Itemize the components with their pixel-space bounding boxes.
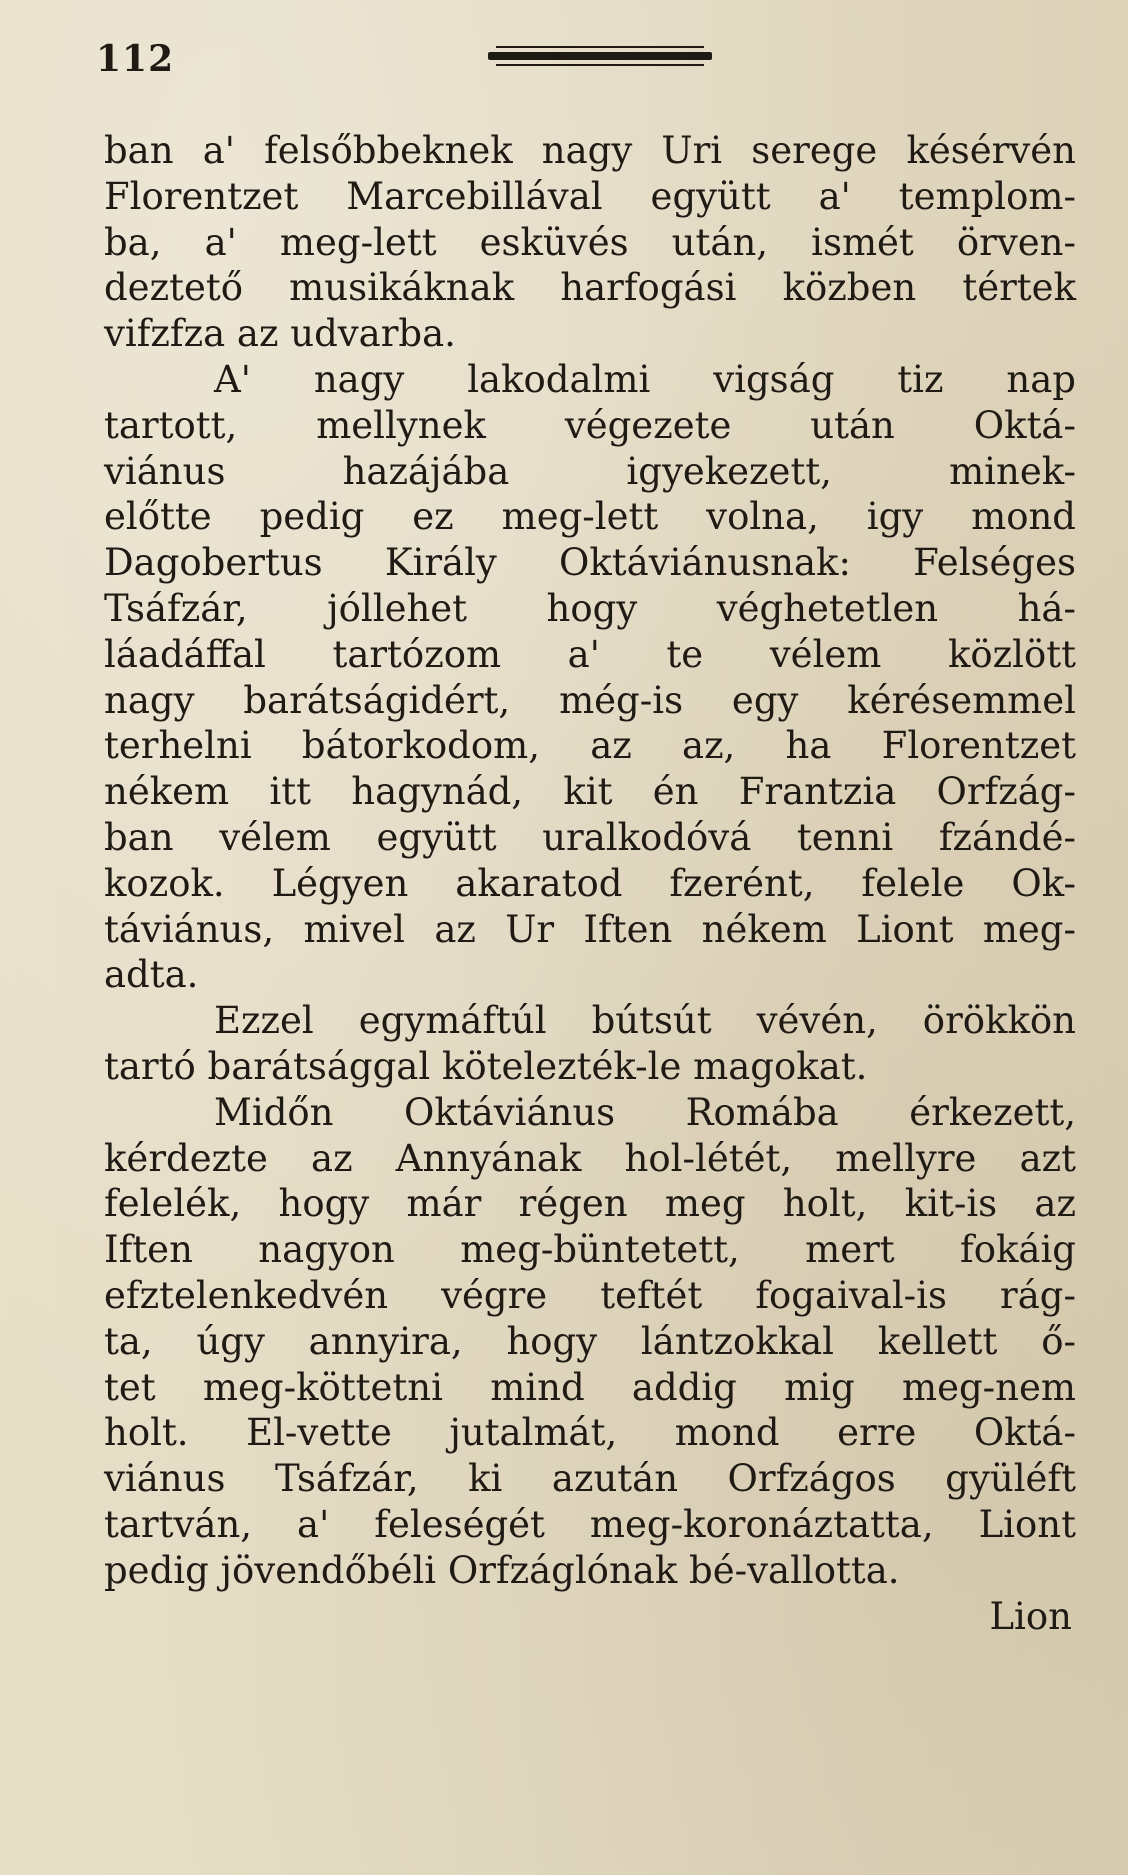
page-header xyxy=(96,38,716,88)
text-line: holt. El-vette jutalmát, mond erre Oktá- xyxy=(104,1411,1076,1455)
text-line: kérdezte az Annyának hol-létét, mellyre azt xyxy=(104,1136,1076,1180)
text-line: Midőn Oktáviánus Romába érkezett, xyxy=(214,1090,1076,1134)
text-line: Florentzet Marcebillával együtt a' templom- xyxy=(104,174,1076,218)
text-line: viánus hazájába igyekezett, minek- xyxy=(104,449,1076,493)
text-line: terhelni bátorkodom, az az, ha Florentzet xyxy=(104,724,1076,768)
text-line: ban vélem együtt uralkodóvá tenni fzándé- xyxy=(104,815,1076,859)
text-line: Dagobertus Király Oktáviánusnak: Felséges xyxy=(104,541,1076,585)
page-number: 112 xyxy=(96,38,175,80)
catchword: Lion xyxy=(989,1594,1072,1638)
text-line: láadáffal tartózom a' te vélem közlött xyxy=(104,632,1076,676)
text-line: Iften nagyon meg-büntetett, mert fokáig xyxy=(104,1228,1076,1272)
header-rule-ornament xyxy=(488,42,712,68)
text-line: tet meg-köttetni mind addig mig meg-nem xyxy=(104,1365,1076,1409)
text-line: táviánus, mivel az Ur Iften nékem Liont meg- xyxy=(104,907,1076,951)
text-line: efztelenkedvén végre teftét fogaival-is rág- xyxy=(104,1273,1076,1317)
ornament-thick-rule xyxy=(488,52,712,60)
text-line: Ezzel egymáftúl bútsút vévén, örökkön xyxy=(214,999,1076,1043)
text-line: kozok. Légyen akaratod fzerént, felele Ok- xyxy=(104,861,1076,905)
text-line: pedig jövendőbéli Orfzáglónak bé-vallotta. xyxy=(104,1548,900,1592)
ornament-thin-rule-bottom xyxy=(496,64,704,66)
text-line: ba, a' meg-lett esküvés után, ismét örven- xyxy=(104,220,1076,264)
text-line: felelék, hogy már régen meg holt, kit-is az xyxy=(104,1182,1076,1226)
text-line: tartván, a' feleségét meg-koronáztatta, Liont xyxy=(104,1502,1076,1546)
page-body-text xyxy=(104,128,1076,1639)
text-line: A' nagy lakodalmi vigság tiz nap xyxy=(214,357,1076,401)
ornament-thin-rule-top xyxy=(496,46,704,48)
text-line: tartott, mellynek végezete után Oktá- xyxy=(104,403,1076,447)
text-line: deztető musikáknak harfogási közben tértek xyxy=(104,266,1076,310)
text-line: előtte pedig ez meg-lett volna, igy mond xyxy=(104,495,1076,539)
text-line: viánus Tsáfzár, ki azután Orfzágos gyüléft xyxy=(104,1457,1076,1501)
text-line: ban a' felsőbbeknek nagy Uri serege késérvén xyxy=(104,129,1076,172)
text-line: tartó barátsággal kötelezték-le magokat. xyxy=(104,1044,868,1088)
text-line: nékem itt hagynád, kit én Frantzia Orfzág- xyxy=(104,770,1076,814)
text-line: vifzfza az udvarba. xyxy=(104,312,456,356)
text-line: adta. xyxy=(104,953,199,997)
text-line: Tsáfzár, jóllehet hogy véghetetlen há- xyxy=(104,586,1076,630)
text-line: nagy barátságidért, még-is egy kérésemmel xyxy=(104,678,1076,722)
text-line: ta, úgy annyira, hogy lántzokkal kellett ő- xyxy=(104,1319,1076,1363)
